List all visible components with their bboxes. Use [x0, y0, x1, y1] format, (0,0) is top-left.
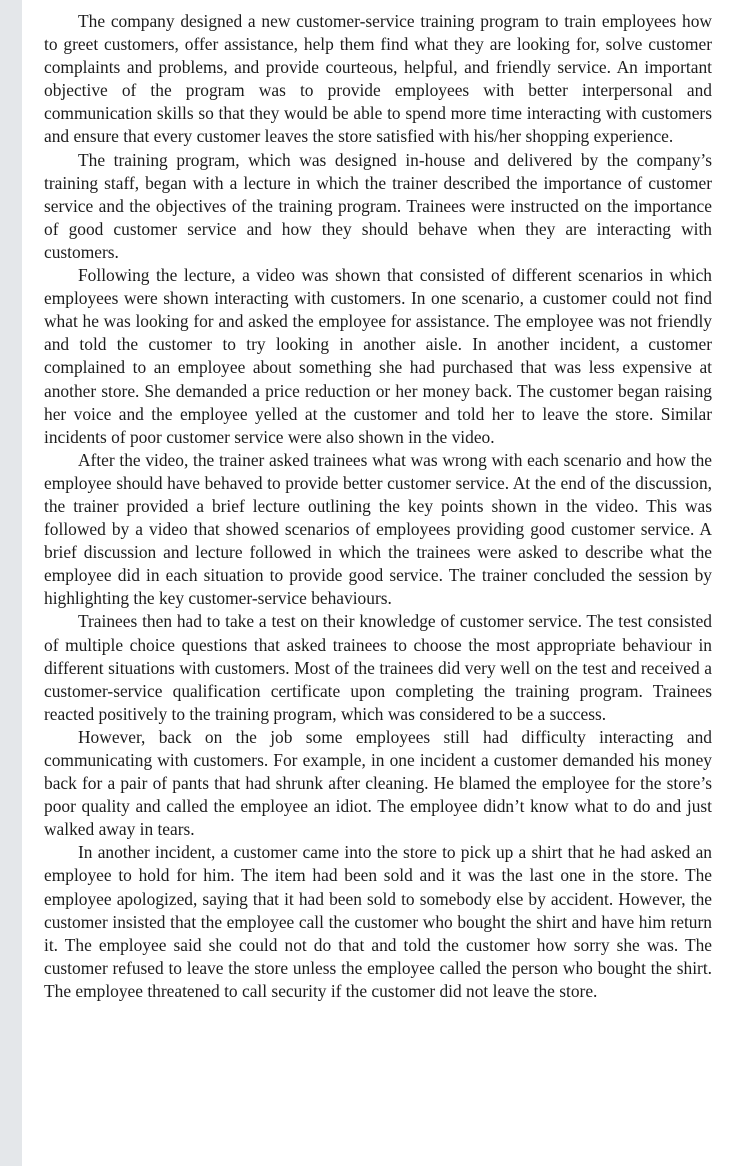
paragraph-shirt-incident: In another incident, a customer came into the store to pick up a shirt that he had asked an employee to hold for him. The item had been sold and it was the last one in the store. The employee apologized, saying that it had been sold to somebody else by accident. However, the customer insisted that the employee call the customer who bought the shirt and have him return it. The employee said she could not do that and told the customer how sorry she was. The customer refused to leave the store unless the employee called the person who bought the shirt. The employee threatened to call security if the customer did not leave the store. — [44, 842, 712, 1001]
case-study-text — [44, 10, 712, 1003]
paragraph-video-scenarios: Following the lecture, a video was shown that consisted of different scenarios in which employees were shown interacting with customers. In one scenario, a customer could not find what he was looking for and asked the employee for assistance. The employee was not friendly and told the customer to try looking in another aisle. In another incident, a customer complained to an employee about something she had purchased that was less expensive at another store. She demanded a price reduction or her money back. The customer began raising her voice and the employee yelled at the customer and told her to leave the store. Similar incidents of poor customer service were also shown in the video. — [44, 265, 712, 447]
paragraph-lecture: The training program, which was designed in-house and delivered by the company’s training staff, began with a lecture in which the trainer described the importance of customer service and the objectives of the training program. Trainees were instructed on the importance of good customer service and how they should behave when they are interacting with customers. — [44, 149, 712, 262]
paragraph-test: Trainees then had to take a test on their knowledge of customer service. The test consisted of multiple choice questions that asked trainees to choose the most appropriate behaviour in different situations with customers. Most of the trainees did very well on the test and received a customer-service qualification certificate upon completing the training program. Trainees reacted positively to the training program, which was considered to be a success. — [44, 611, 712, 724]
paragraph-program-design: The company designed a new customer-service training program to train employees how to greet customers, offer assistance, help them find what they are looking for, solve customer complaints and problems, and provide courteous, helpful, and friendly service. An important objective of the program was to provide employees with better interpersonal and communication skills so that they would be able to spend more time interacting with customers and ensure that every customer leaves the store satisfied with his/her shopping experience. — [44, 11, 712, 147]
paragraph-discussion: After the video, the trainer asked trainees what was wrong with each scenario and how the employee should have behaved to provide better customer service. At the end of the discussion, the trainer provided a brief lecture outlining the key points shown in the video. This was followed by a video that showed scenarios of employees providing good customer service. A brief discussion and lecture followed in which the trainees were asked to describe what the employee did in each situation to provide good service. The trainer concluded the session by highlighting the key customer-service behaviours. — [44, 449, 712, 609]
document-page — [22, 0, 732, 1166]
paragraph-back-on-job: However, back on the job some employees still had difficulty interacting and communicating with customers. For example, in one incident a customer demanded his money back for a pair of pants that had shrunk after cleaning. He blamed the employee for the store’s poor quality and called the employee an idiot. The employee didn’t know what to do and just walked away in tears. — [44, 726, 712, 840]
